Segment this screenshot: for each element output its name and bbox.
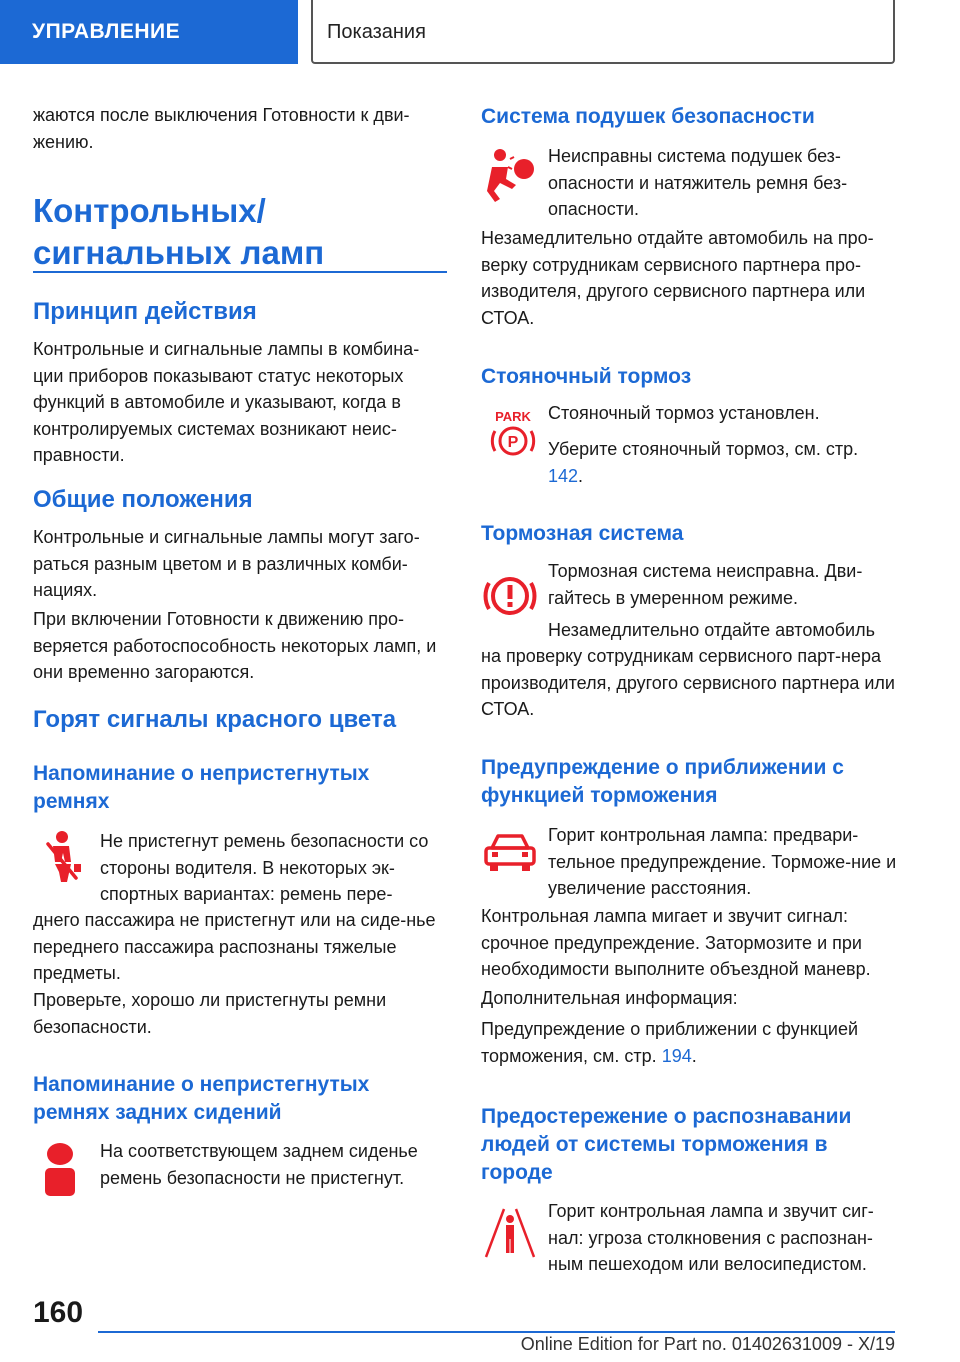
period: . xyxy=(691,1045,697,1066)
page-title: Контрольных/сигнальных ламп xyxy=(33,192,325,271)
parking-brake-ref-text: Уберите стояночный тормоз, см. стр. xyxy=(548,439,859,459)
page-link-194[interactable]: 194 xyxy=(661,1045,692,1066)
page-number: 160 xyxy=(33,1296,84,1329)
general-text-1: Контрольные и сигнальные лампы могут заго-раться разным цветом и в различных комби-нациях. xyxy=(33,527,420,600)
seatbelt-text-2: Проверьте, хорошо ли пристегнуты ремни безопасности. xyxy=(33,990,387,1037)
pedestrian-warning-icon xyxy=(480,1203,540,1263)
parking-brake-text-1: Стояночный тормоз установлен. xyxy=(548,403,820,423)
heading-seatbelt: Напоминание о непристегнутых ремнях xyxy=(33,762,370,813)
svg-text:P: P xyxy=(507,434,519,451)
pedestrian-text: Горит контрольная лампа и звучит сиг-нал: угроза столкновения с распознан-ным пешеходом или велосипедистом. xyxy=(548,1201,874,1274)
approach-text-2: Контрольная лампа мигает и звучит сигнал: срочное предупреждение. Затормозите и при необходимости выполните объездной маневр. xyxy=(481,906,871,979)
subsection-tab: Показания xyxy=(311,0,895,64)
heading-brake-system: Тормозная система xyxy=(481,522,684,545)
airbag-icon xyxy=(480,145,540,205)
footer-rule xyxy=(98,1331,895,1333)
rear-seat-icon xyxy=(38,1140,98,1200)
general-text-2: При включении Готовности к движению про-веряется работоспособность некоторых ламп, и они временно загораются. xyxy=(33,609,437,682)
seatbelt-text-a: Не пристегнут ремень безопасности со стороны водителя. В некоторых эк-спортных вариантах: ремень пере- xyxy=(100,831,429,904)
heading-parking-brake: Стояночный тормоз xyxy=(481,365,692,388)
brake-warning-icon xyxy=(480,566,540,626)
intro-text: жаются после выключения Готовности к дви-жению. xyxy=(33,105,410,152)
page-link-142[interactable]: 142 xyxy=(548,465,579,486)
heading-approach-warning: Предупреждение о приближении с функцией торможения xyxy=(481,756,844,807)
approach-text-4 xyxy=(481,1016,895,1069)
heading-general: Общие положения xyxy=(33,486,253,513)
approach-text-3: Дополнительная информация: xyxy=(481,988,738,1008)
period: . xyxy=(578,465,584,486)
brake-text-2b: на проверку сотрудникам сервисного парт-нера производителя, другого сервисного партнера или СТОА. xyxy=(481,646,895,719)
brake-text-1: Тормозная система неисправна. Дви-гайтесь в умеренном режиме. xyxy=(548,561,863,608)
park-label: PARK xyxy=(495,409,531,424)
heading-pedestrian-warning: Предостережение о распознавании людей от системы торможения в городе xyxy=(481,1105,852,1184)
approach-ref-text: Предупреждение о приближении с функцией торможения, см. стр. xyxy=(481,1019,859,1066)
approach-text-1: Горит контрольная лампа: предвари-тельное предупреждение. Торможе-ние и увеличение расстояния. xyxy=(548,825,897,898)
edition-note: Online Edition for Part no. 01402631009 - X/19 xyxy=(520,1334,895,1354)
principle-text: Контрольные и сигнальные лампы в комбина-ции приборов показывают статус некоторых функций в автомобиле и указывают, когда в контролируемых системах возникают неис-правности. xyxy=(33,339,420,465)
airbag-text-2: Незамедлительно отдайте автомобиль на про-верку сотрудникам сервисного партнера про-изводителя, другого сервисного партнера или СТОА. xyxy=(481,228,874,328)
heading-airbag: Система подушек безопасности xyxy=(481,105,815,128)
parking-brake-icon xyxy=(483,405,543,465)
seatbelt-text-b: днего пассажира не пристегнут или на сиде-нье переднего пассажира распознаны тяжелые предметы. xyxy=(33,910,436,983)
heading-rear-seatbelt: Напоминание о непристегнутых ремнях задних сидений xyxy=(33,1073,370,1124)
section-tab: УПРАВЛЕНИЕ xyxy=(0,0,298,64)
heading-red-signals: Горят сигналы красного цвета xyxy=(33,706,397,733)
parking-brake-text-2 xyxy=(548,436,898,489)
car-warning-icon xyxy=(480,822,540,882)
rear-seatbelt-text: На соответствующем заднем сиденье ремень безопасности не пристегнут. xyxy=(100,1141,418,1188)
airbag-text-1: Неисправны система подушек без-опасности и натяжитель ремня без-опасности. xyxy=(548,146,848,219)
brake-text-2a: Незамедлительно отдайте автомобиль xyxy=(548,620,875,640)
seatbelt-icon xyxy=(36,826,96,886)
title-rule xyxy=(33,271,447,273)
heading-principle: Принцип действия xyxy=(33,298,257,325)
